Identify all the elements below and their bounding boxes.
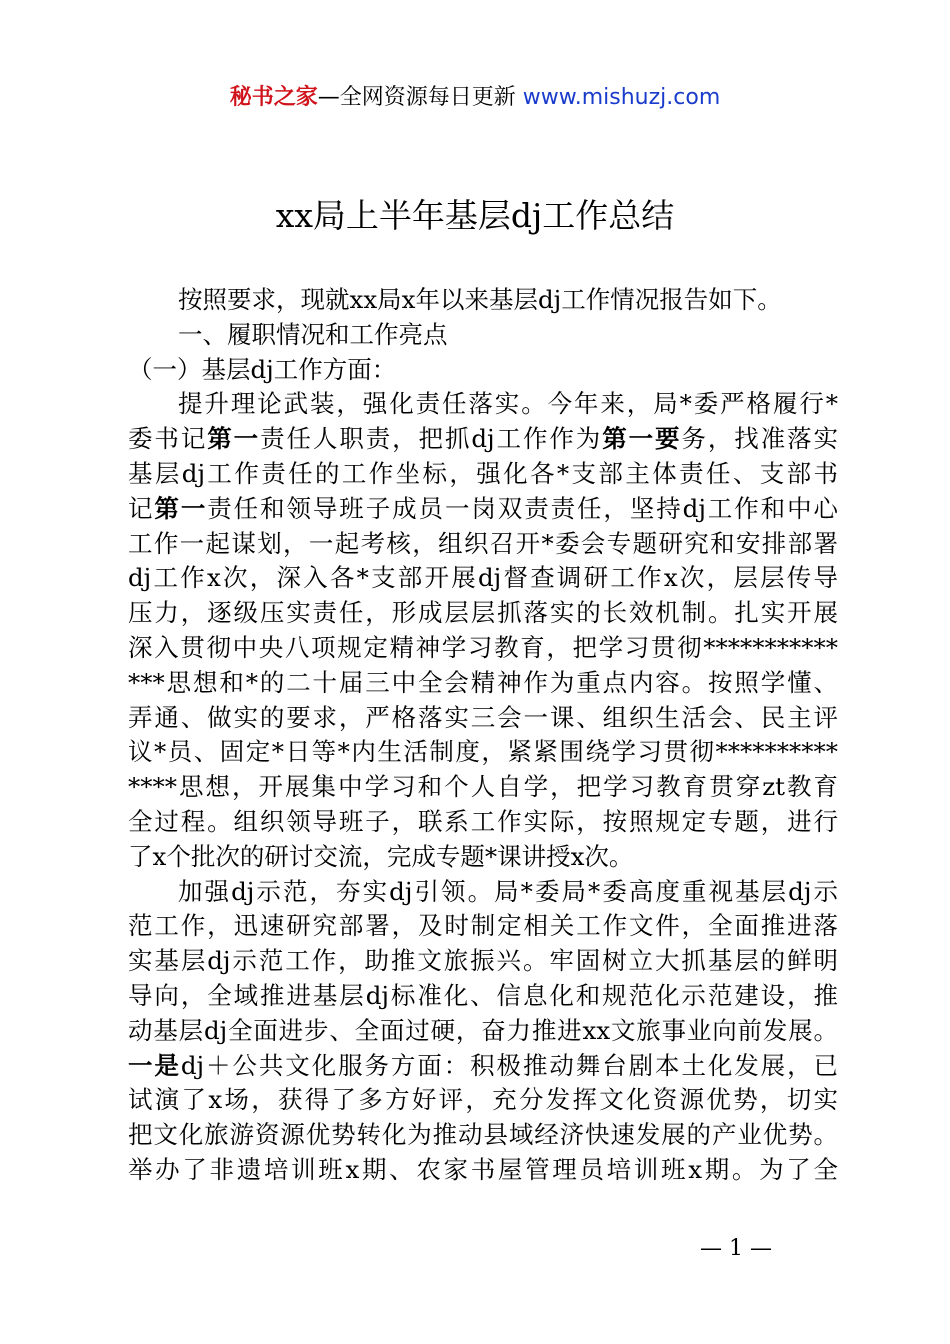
text-line [128, 840, 838, 875]
text-line [128, 944, 838, 979]
text-span: 基层dj工作责任的工作坐标，强化各*支部主体责任、支部书 [128, 458, 838, 488]
text-span: （一）基层dj工作方面： [128, 354, 397, 384]
text-line [128, 387, 838, 422]
text-span: 全过程。组织领导班子，联系工作实际，按照规定专题，进行 [128, 806, 838, 836]
text-line [128, 805, 838, 840]
text-span: 把文化旅游资源优势转化为推动县域经济快速发展的产业优势。 [128, 1120, 838, 1150]
text-span: 委书记 [128, 424, 208, 454]
text-line [128, 1083, 838, 1118]
text-line [128, 1014, 838, 1049]
text-span: 压力，逐级压实责任，形成层层抓落实的长效机制。扎实开展 [128, 598, 838, 628]
text-line [128, 492, 838, 527]
text-line [128, 318, 838, 353]
website-link[interactable]: www.mishuzj.com [522, 85, 721, 110]
bold-text: 第一 [207, 424, 261, 454]
text-span: 按照要求，现就xx局x年以来基层dj工作情况报告如下。 [178, 285, 782, 314]
document-title: xx局上半年基层dj工作总结 [275, 196, 675, 235]
text-line [128, 457, 838, 492]
text-line [128, 979, 838, 1014]
text-span: 深入贯彻中央八项规定精神学习教育，把学习贯彻*********** [128, 632, 838, 662]
text-line [128, 666, 838, 701]
text-span: 议*员、固定*日等*内生活制度，紧紧围绕学习贯彻********** [128, 737, 838, 767]
text-span: 范工作，迅速研究部署，及时制定相关工作文件，全面推进落 [128, 911, 838, 941]
text-span: ****思想，开展集中学习和个人自学，把学习教育贯穿zt教育 [128, 772, 838, 802]
text-span: 责任人职责，把抓dj工作作为 [260, 424, 603, 454]
text-line [128, 422, 838, 457]
text-line [128, 561, 838, 596]
brand-name: 秘书之家 [229, 85, 318, 110]
text-span: 记 [128, 493, 155, 523]
bold-text: 第一 [154, 493, 208, 523]
text-line [128, 701, 838, 736]
text-line [128, 631, 838, 666]
text-line [128, 735, 838, 770]
text-span: 责任和领导班子成员一岗双责责任，坚持dj工作和中心 [207, 493, 838, 523]
text-span: 务，找准落实 [681, 424, 838, 454]
text-span: 提升理论武装，强化责任落实。今年来，局*委严格履行* [178, 389, 838, 419]
text-span: 实基层dj示范工作，助推文旅振兴。牢固树立大抓基层的鲜明 [128, 946, 838, 976]
text-line [128, 1153, 838, 1188]
text-span: 弄通、做实的要求，严格落实三会一课、组织生活会、民主评 [128, 702, 838, 732]
page-header [0, 80, 950, 111]
header-slogan: —全网资源每日更新 [317, 85, 523, 110]
text-span: 工作一起谋划，一起考核，组织召开*委会专题研究和安排部署 [128, 528, 838, 558]
text-line [128, 353, 838, 388]
text-span: 一、履职情况和工作亮点 [178, 319, 448, 349]
text-span: ***思想和*的二十届三中全会精神作为重点内容。按照学懂、 [128, 667, 838, 697]
text-span: 试演了x场，获得了多方好评，充分发挥文化资源优势，切实 [128, 1085, 838, 1115]
bold-text: 一是 [128, 1050, 181, 1080]
text-span: 导向，全域推进基层dj标准化、信息化和规范化示范建设，推 [128, 980, 838, 1010]
text-line [128, 770, 838, 805]
text-line [128, 596, 838, 631]
text-span: dj＋公共文化服务方面：积极推动舞台剧本土化发展，已 [180, 1050, 838, 1080]
text-span: 加强dj示范，夯实dj引领。局*委局*委高度重视基层dj示 [178, 876, 838, 906]
text-span: 了x个批次的研讨交流，完成专题*课讲授x次。 [128, 841, 634, 871]
text-line [128, 283, 838, 318]
page-number: — 1 — [700, 1236, 772, 1261]
document-body [128, 283, 838, 1188]
text-line [128, 875, 838, 910]
text-line [128, 909, 838, 944]
text-span: 举办了非遗培训班x期、农家书屋管理员培训班x期。为了全 [128, 1154, 838, 1184]
text-span: dj工作x次，深入各*支部开展dj督查调研工作x次，层层传导 [128, 563, 838, 593]
text-line [128, 527, 838, 562]
bold-text: 第一要 [602, 424, 682, 454]
text-line [128, 1118, 838, 1153]
text-line [128, 1049, 838, 1084]
text-span: 动基层dj全面进步、全面过硬，奋力推进xx文旅事业向前发展。 [128, 1015, 838, 1045]
